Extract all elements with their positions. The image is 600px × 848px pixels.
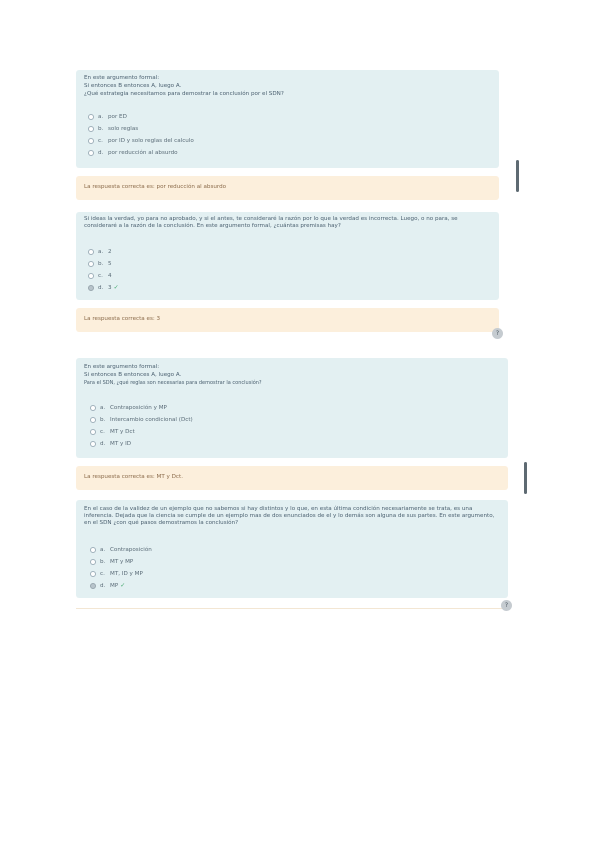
option-text: Intercambio condicional (Dct): [110, 417, 193, 423]
question-card-2: [76, 212, 499, 300]
answer-option-a[interactable]: [88, 248, 112, 256]
correct-answer-text: La respuesta correcta es: 3: [84, 316, 161, 322]
radio-button[interactable]: [90, 571, 96, 577]
scrollbar-thumb[interactable]: [524, 462, 527, 494]
option-letter: a.: [98, 114, 104, 120]
question-line: En este argumento formal:: [84, 75, 160, 81]
radio-button-selected[interactable]: [88, 285, 94, 291]
option-letter: c.: [98, 273, 103, 279]
answer-option-c[interactable]: [90, 570, 143, 578]
answer-option-b[interactable]: [90, 416, 193, 424]
question-line: Para el SDN, ¿qué reglas son necesarias para demostrar la conclusión?: [84, 380, 262, 386]
question-card-1: [76, 358, 508, 458]
radio-button[interactable]: [90, 559, 96, 565]
answer-option-c[interactable]: [88, 137, 194, 145]
option-letter: a.: [100, 547, 106, 553]
option-text: MT y Dct: [110, 429, 135, 435]
correct-answer-text: La respuesta correcta es: por reducción al absurdo: [84, 184, 227, 190]
option-text: 5: [108, 261, 112, 267]
answer-option-b[interactable]: [90, 558, 133, 566]
question-line: ¿Qué estrategia necesitamos para demostrar la conclusión por el SDN?: [84, 91, 284, 97]
question-line: En este argumento formal:: [84, 364, 160, 370]
option-letter: b.: [98, 261, 104, 267]
radio-button-selected[interactable]: [90, 583, 96, 589]
answer-option-a[interactable]: [88, 113, 127, 121]
help-icon[interactable]: ?: [501, 600, 512, 611]
radio-button[interactable]: [90, 429, 96, 435]
answer-option-b[interactable]: [88, 125, 138, 133]
option-letter: d.: [98, 150, 104, 156]
question-card-2: [76, 500, 508, 598]
option-letter: d.: [98, 285, 104, 291]
scrollbar-thumb[interactable]: [516, 160, 519, 192]
option-text: MT, ID y MP: [110, 571, 143, 577]
option-text: solo reglas: [108, 126, 139, 132]
answer-option-a[interactable]: [90, 546, 152, 554]
question-text: En el caso de la validez de un ejemplo que no sabemos si hay distintos y lo que, en esta última condición necesariamente se trata, es una inferencia. Dejada que la ciencia se cumple de un ejemplo mas de dos enunciados de el y lo demás son alguna de sus partes. En este argumento, en el SDN ¿con qué pasos demostramos la conclusión?: [84, 506, 495, 526]
radio-button[interactable]: [88, 261, 94, 267]
option-letter: b.: [98, 126, 104, 132]
option-text: 2: [108, 249, 112, 255]
quiz-review-screenshot-1: [68, 70, 520, 340]
feedback-box-edge: [76, 608, 508, 609]
option-text: MP: [110, 583, 119, 589]
option-text: por ID y solo reglas del calculo: [108, 138, 194, 144]
checkmark-icon: ✓: [120, 582, 126, 589]
radio-button[interactable]: [90, 547, 96, 553]
option-letter: b.: [100, 559, 106, 565]
option-letter: c.: [98, 138, 103, 144]
option-text: MT y MP: [110, 559, 134, 565]
option-letter: d.: [100, 441, 106, 447]
option-letter: a.: [98, 249, 104, 255]
answer-option-b[interactable]: [88, 260, 112, 268]
question-line: Si entonces B entonces A, luego A.: [84, 83, 182, 89]
radio-button[interactable]: [88, 150, 94, 156]
question-line: Si entonces B entonces A, luego A.: [84, 372, 182, 378]
option-text: Contraposición y MP: [110, 405, 167, 411]
radio-button[interactable]: [88, 273, 94, 279]
option-text: Contraposición: [110, 547, 152, 553]
radio-button[interactable]: [88, 114, 94, 120]
option-letter: b.: [100, 417, 106, 423]
option-text: 4: [108, 273, 112, 279]
feedback-box-2: [76, 308, 499, 332]
checkmark-icon: ✓: [113, 284, 119, 291]
option-text: por ED: [108, 114, 127, 120]
question-text: Si ideas la verdad, yo para no aprobado, y si el antes, te consideraré la razón por lo que la verdad es incorrecta. Luego, o no para, se consideraré a la razón de la conclusión. En este argumento formal, ¿cuántas premisas hay?: [84, 216, 458, 229]
option-letter: c.: [100, 571, 105, 577]
radio-button[interactable]: [90, 417, 96, 423]
answer-option-d[interactable]: [90, 582, 125, 590]
option-text: 3: [108, 285, 112, 291]
correct-answer-text: La respuesta correcta es: MT y Dct.: [84, 474, 183, 480]
option-letter: d.: [100, 583, 106, 589]
feedback-box-1: [76, 466, 508, 490]
answer-option-d[interactable]: [88, 284, 119, 292]
answer-option-c[interactable]: [90, 428, 135, 436]
feedback-box-1: [76, 176, 499, 200]
quiz-review-screenshot-2: [68, 354, 528, 612]
radio-button[interactable]: [90, 441, 96, 447]
option-text: por reducción al absurdo: [108, 150, 178, 156]
radio-button[interactable]: [88, 138, 94, 144]
option-letter: a.: [100, 405, 106, 411]
answer-option-a[interactable]: [90, 404, 167, 412]
option-text: MT y ID: [110, 441, 132, 447]
option-letter: c.: [100, 429, 105, 435]
answer-option-d[interactable]: [88, 149, 178, 157]
radio-button[interactable]: [88, 249, 94, 255]
answer-option-d[interactable]: [90, 440, 131, 448]
question-card-1: [76, 70, 499, 168]
radio-button[interactable]: [88, 126, 94, 132]
answer-option-c[interactable]: [88, 272, 112, 280]
radio-button[interactable]: [90, 405, 96, 411]
help-icon[interactable]: ?: [492, 328, 503, 339]
